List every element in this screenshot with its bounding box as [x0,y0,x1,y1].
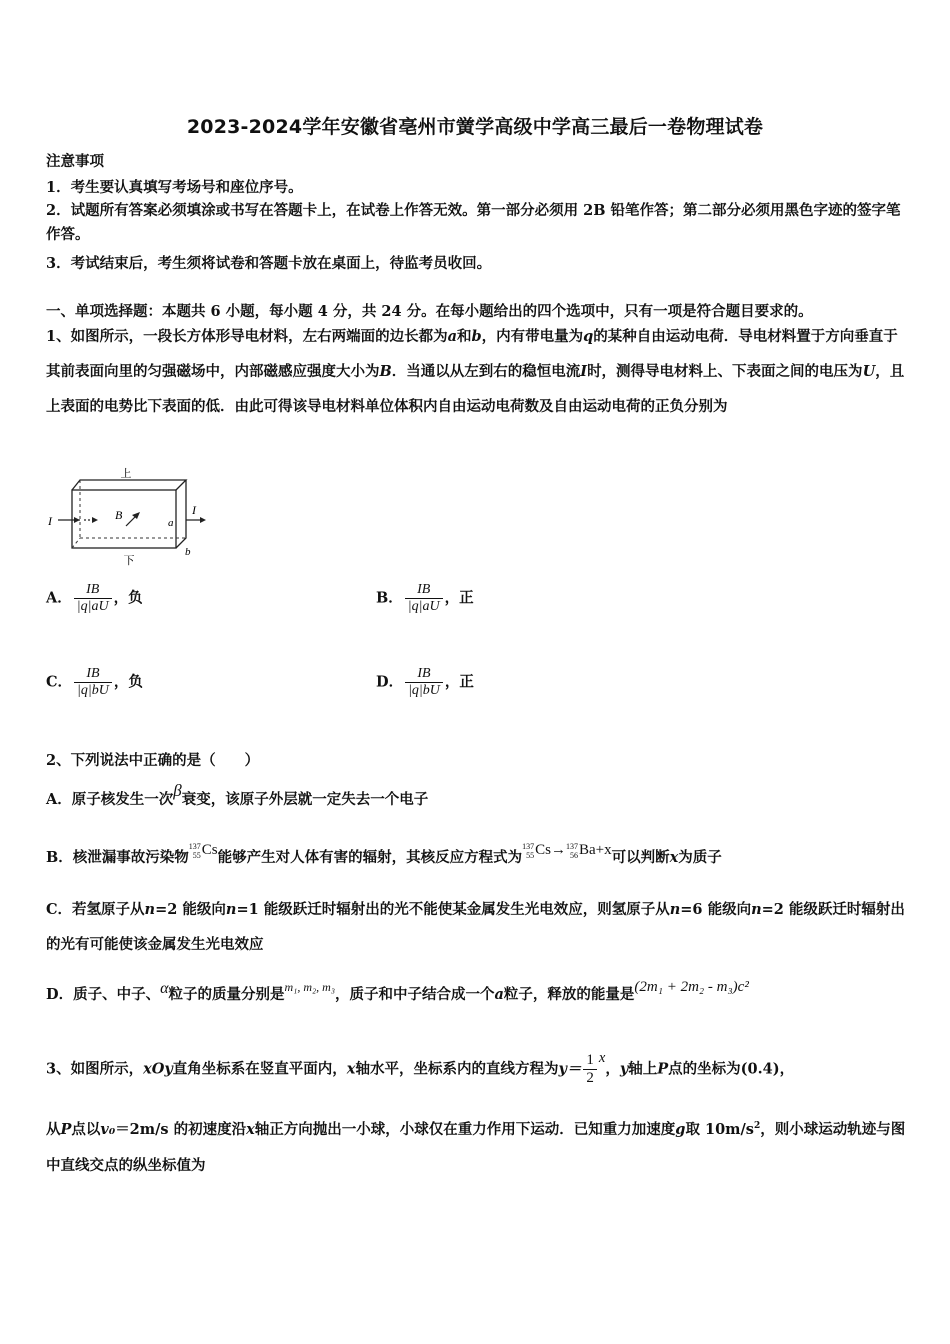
front-face [72,490,176,548]
label-side-b: b [185,546,191,558]
hidden-edge-diagonal [72,538,80,548]
q1-option-c[interactable]: C． $\frac{IB}{|q|bU}$ ，负 [46,666,143,698]
notice-heading: 注意事项 [46,153,104,170]
conductor-figure [44,466,224,570]
q2-option-c[interactable]: C．若氢原子从n=2 能级向n=1 能级跃迁时辐射出的光不能使某金属发生光电效应，则氢原子从n=6 能级向n=2 能级跃迁时辐射出的光有可能使该金属发生光电效应 [46,901,905,953]
label-field: B [115,508,123,522]
q2-option-d[interactable]: D．质子、中子、α粒子的质量分别是$^{m_1, m_2, m_3}$，质子和中子结合成一个a粒子，释放的能量是(2m₁ + 2m₂ - m₃)c² [46,979,749,1003]
question-3-line-1: 3、如图所示，xOy直角坐标系在竖直平面内，x轴水平，坐标系内的直线方程为y＝ $\frac{1}{2}$ x，y轴上P点的坐标为(0.4)， [46,1049,795,1086]
question-1-stem: 1、如图所示，一段长方体形导电材料，左右两端面的边长都为a和b，内有带电量为q的某种自由运动电荷．导电材料置于方向垂直于其前表面向里的匀强磁场中，内部磁感应强度大小为B．当通以从左到右的稳恒电流I时，测得导电材料上、下表面之间的电压为U，且上表面的电势比下表面的低．由此可得该导电材料单位体积内自由运动电荷数及自由运动电荷的正负分别为 [46,328,905,415]
current-in-arrowhead [74,517,80,523]
label-bottom: 下 [123,554,135,567]
notice-item-1: 1．考生要认真填写考场号和座位序号。 [46,179,303,196]
q1-option-b[interactable]: B． $\frac{IB}{|q|aU}$ ，正 [376,582,474,614]
current-inner-arrowhead [92,517,98,523]
reaction-equation: 137 55Cs→137 56Ba+x [522,841,612,860]
field-arrowhead [132,512,140,519]
notice-item-2: 2．试题所有答案必须填涂或书写在答题卡上，在试卷上作答无效。第一部分必须用 2B 铅笔作答；第二部分必须用黑色字迹的签字笔作答。 [46,202,901,243]
q2-option-b[interactable]: B．核泄漏事故污染物137 55Cs能够产生对人体有害的辐射，其核反应方程式为137 55Cs→137 56Ba+x可以判断x为质子 [46,841,722,866]
label-top: 上 [120,467,132,480]
label-current-right: I [192,503,196,517]
current-out-arrowhead [200,517,206,523]
q1-option-d[interactable]: D． $\frac{IB}{|q|bU}$ ，正 [376,666,474,698]
q2-option-a[interactable]: A．原子核发生一次β衰变，该原子外层就一定失去一个电子 [46,781,429,808]
top-face [72,480,186,490]
label-side-a: a [168,517,174,529]
q1-option-a[interactable]: A． $\frac{IB}{|q|aU}$ ，负 [46,582,143,614]
line-slope-fraction: $\frac{1}{2}$ [583,1052,597,1087]
section-heading: 一、单项选择题：本题共 6 小题，每小题 4 分，共 24 分。在每小题给出的四个选项中，只有一项是符合题目要求的。 [46,303,813,320]
cs-nuclide: 137 55Cs [188,841,218,860]
notice-item-3: 3．考试结束后，考生须将试卷和答题卡放在桌面上，待监考员收回。 [46,255,492,272]
page-title: 2023-2024学年安徽省亳州市黉学高级中学高三最后一卷物理试卷 [186,116,764,138]
question-2-stem: 2、下列说法中正确的是（ ） [46,752,260,769]
question-3-line-2: 从P点以v₀＝2m/s 的初速度沿x轴正方向抛出一小球，小球仅在重力作用下运动．已知重力加速度g取 $10m/s^2$，则小球运动轨迹与图中直线交点的纵坐标值为 [46,1120,906,1174]
label-current-left: I [48,514,52,528]
